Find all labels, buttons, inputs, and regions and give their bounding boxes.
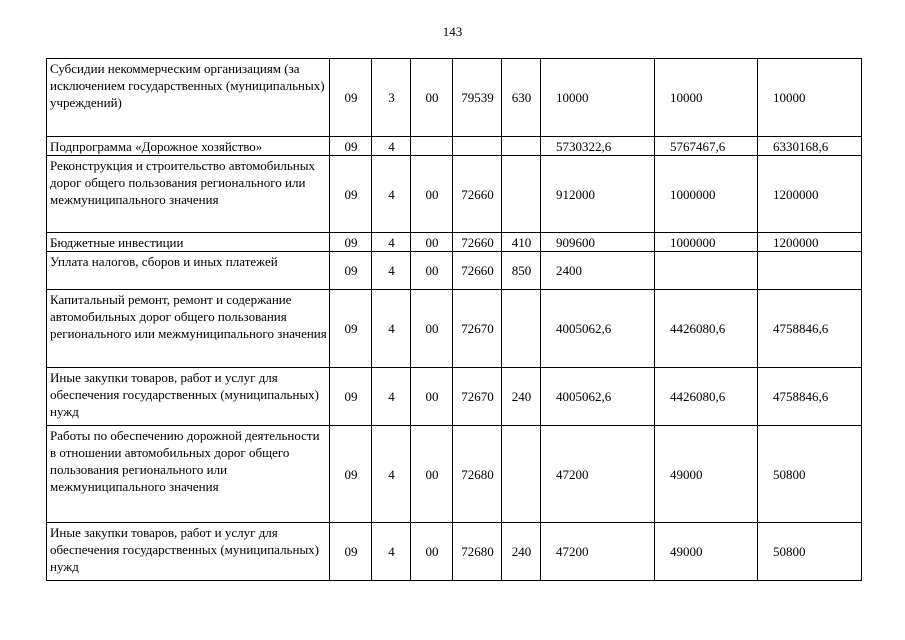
amount-year1-cell: 10000 <box>541 59 655 137</box>
amount-year3-cell: 4758846,6 <box>758 368 862 426</box>
amount-year2-cell: 4426080,6 <box>655 368 758 426</box>
pr-cell: 4 <box>372 137 411 156</box>
target-code-cell: 72670 <box>453 368 502 426</box>
amount-year2-cell: 10000 <box>655 59 758 137</box>
amount-year2-cell: 1000000 <box>655 233 758 252</box>
amount-year2-cell: 5767467,6 <box>655 137 758 156</box>
pr-cell: 4 <box>372 426 411 523</box>
program-code-cell: 00 <box>411 233 453 252</box>
row-name: Реконструкция и строительство автомобильных дорог общего пользования регионального или межмуниципального значения <box>47 156 330 233</box>
amount-year2-cell: 49000 <box>655 523 758 581</box>
rz-cell: 09 <box>330 368 372 426</box>
table-row <box>47 137 862 156</box>
amount-year1-cell: 909600 <box>541 233 655 252</box>
row-name: Бюджетные инвестиции <box>47 233 330 252</box>
table-row <box>47 59 862 137</box>
program-code-cell: 00 <box>411 523 453 581</box>
rz-cell: 09 <box>330 59 372 137</box>
expense-type-cell: 240 <box>502 368 541 426</box>
pr-cell: 4 <box>372 290 411 368</box>
table-row <box>47 523 862 581</box>
rz-cell: 09 <box>330 290 372 368</box>
amount-year3-cell: 1200000 <box>758 233 862 252</box>
pr-cell: 4 <box>372 368 411 426</box>
target-code-cell: 72660 <box>453 252 502 290</box>
amount-year3-cell: 1200000 <box>758 156 862 233</box>
amount-year3-cell: 50800 <box>758 426 862 523</box>
pr-cell: 4 <box>372 156 411 233</box>
program-code-cell <box>411 137 453 156</box>
pr-cell: 3 <box>372 59 411 137</box>
target-code-cell: 72680 <box>453 426 502 523</box>
rz-cell: 09 <box>330 252 372 290</box>
amount-year1-cell: 4005062,6 <box>541 290 655 368</box>
table-row <box>47 426 862 523</box>
amount-year1-cell: 4005062,6 <box>541 368 655 426</box>
table-row <box>47 252 862 290</box>
amount-year3-cell <box>758 252 862 290</box>
program-code-cell: 00 <box>411 426 453 523</box>
table-row <box>47 290 862 368</box>
amount-year1-cell: 47200 <box>541 426 655 523</box>
amount-year1-cell: 47200 <box>541 523 655 581</box>
row-name: Подпрограмма «Дорожное хозяйство» <box>47 137 330 156</box>
row-name: Уплата налогов, сборов и иных платежей <box>47 252 330 290</box>
expense-type-cell: 240 <box>502 523 541 581</box>
program-code-cell: 00 <box>411 252 453 290</box>
program-code-cell: 00 <box>411 156 453 233</box>
amount-year3-cell: 6330168,6 <box>758 137 862 156</box>
rz-cell: 09 <box>330 233 372 252</box>
table-row <box>47 368 862 426</box>
target-code-cell <box>453 137 502 156</box>
expense-type-cell: 850 <box>502 252 541 290</box>
pr-cell: 4 <box>372 523 411 581</box>
expense-type-cell <box>502 426 541 523</box>
expense-type-cell: 630 <box>502 59 541 137</box>
target-code-cell: 72660 <box>453 156 502 233</box>
program-code-cell: 00 <box>411 59 453 137</box>
amount-year1-cell: 2400 <box>541 252 655 290</box>
target-code-cell: 72680 <box>453 523 502 581</box>
amount-year2-cell: 49000 <box>655 426 758 523</box>
amount-year2-cell: 1000000 <box>655 156 758 233</box>
pr-cell: 4 <box>372 252 411 290</box>
amount-year3-cell: 50800 <box>758 523 862 581</box>
target-code-cell: 72660 <box>453 233 502 252</box>
expense-type-cell <box>502 137 541 156</box>
amount-year1-cell: 912000 <box>541 156 655 233</box>
amount-year2-cell <box>655 252 758 290</box>
rz-cell: 09 <box>330 137 372 156</box>
budget-table <box>46 58 862 581</box>
rz-cell: 09 <box>330 523 372 581</box>
row-name: Субсидии некоммерческим организациям (за исключением государственных (муниципальных) учреждений) <box>47 59 330 137</box>
program-code-cell: 00 <box>411 368 453 426</box>
amount-year3-cell: 4758846,6 <box>758 290 862 368</box>
target-code-cell: 72670 <box>453 290 502 368</box>
amount-year3-cell: 10000 <box>758 59 862 137</box>
amount-year1-cell: 5730322,6 <box>541 137 655 156</box>
program-code-cell: 00 <box>411 290 453 368</box>
target-code-cell: 79539 <box>453 59 502 137</box>
amount-year2-cell: 4426080,6 <box>655 290 758 368</box>
page-number: 143 <box>442 24 463 39</box>
pr-cell: 4 <box>372 233 411 252</box>
rz-cell: 09 <box>330 426 372 523</box>
row-name: Работы по обеспечению дорожной деятельности в отношении автомобильных дорог общего пользования регионального или межмуниципального значения <box>47 426 330 523</box>
expense-type-cell: 410 <box>502 233 541 252</box>
rz-cell: 09 <box>330 156 372 233</box>
expense-type-cell <box>502 156 541 233</box>
table-row <box>47 233 862 252</box>
row-name: Иные закупки товаров, работ и услуг для обеспечения государственных (муниципальных) нужд <box>47 523 330 581</box>
row-name: Капитальный ремонт, ремонт и содержание автомобильных дорог общего пользования регионального или межмуниципального значения <box>47 290 330 368</box>
row-name: Иные закупки товаров, работ и услуг для обеспечения государственных (муниципальных) нужд <box>47 368 330 426</box>
expense-type-cell <box>502 290 541 368</box>
table-row <box>47 156 862 233</box>
